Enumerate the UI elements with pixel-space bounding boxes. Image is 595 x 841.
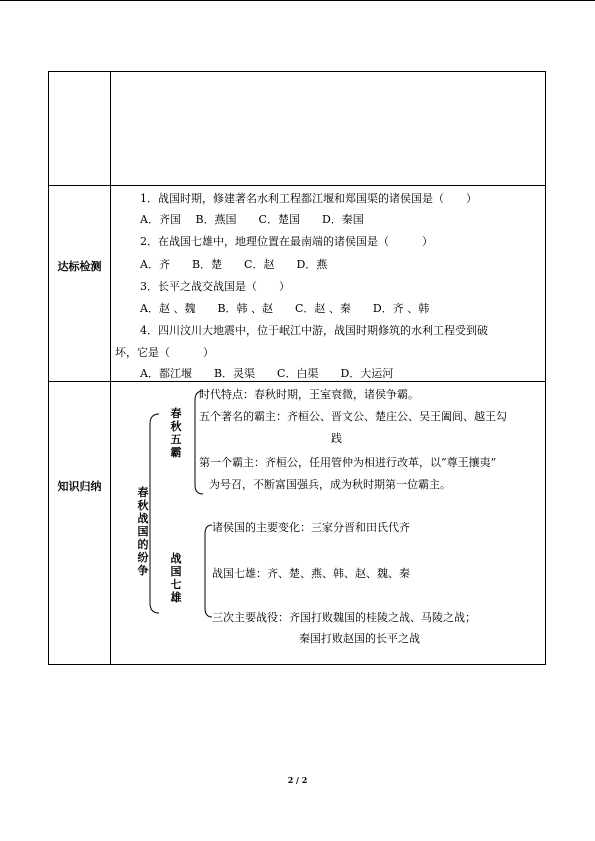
main-brace [150, 414, 159, 613]
question-3: 3．长平之战交战国是（ ） [140, 280, 290, 293]
spring-autumn-line-2: 五个著名的霸主：齐桓公、晋文公、楚庄公、吴王阖闾、越王勾 [199, 410, 507, 423]
warring-states-line-3: 三次主要战役：齐国打败魏国的桂陵之战、马陵之战； [212, 611, 476, 624]
spring-autumn-line-3-cont: 为号召，不断富国强兵，成为秋时期第一位霸主。 [209, 478, 451, 491]
question-4: 4．四川汶川大地震中，位于岷江中游，战国时期修筑的水利工程受到破 [140, 324, 488, 337]
spring-autumn-line-1: 时代特点：春秋时期，王室衰微，诸侯争霸。 [199, 388, 419, 401]
warring-states-brace [205, 525, 212, 617]
summary-section-label: 知识归纳 [57, 480, 102, 493]
test-section-label: 达标检测 [57, 260, 102, 273]
summary-main-title: 春秋战国的纷争 [137, 486, 149, 577]
lesson-table [48, 71, 546, 665]
question-1-options: A．齐国 B．燕国 C．楚国 D．秦国 [140, 213, 364, 226]
page-number: 2 / 2 [287, 775, 308, 785]
spring-autumn-line-2-cont: 践 [331, 432, 342, 445]
question-3-options: A．赵 、魏 B．韩 、赵 C．赵 、秦 D．齐 、韩 [140, 302, 430, 315]
question-1: 1．战国时期，修建著名水利工程都江堰和郑国渠的诸侯国是（ ） [140, 192, 477, 205]
spring-autumn-brace [195, 391, 203, 494]
top-rule [0, 0, 595, 1]
warring-states-line-3-cont: 秦国打败赵国的长平之战 [299, 632, 420, 645]
spring-autumn-line-3: 第一个霸主：齐桓公，任用管仲为相进行改革，以“尊王攘夷” [199, 456, 497, 469]
spring-autumn-title: 春秋五霸 [170, 407, 182, 459]
question-4-cont: 坏，它是（ ） [115, 346, 214, 359]
question-2: 2．在战国七雄中，地理位置在最南端的诸侯国是（ ） [140, 235, 433, 248]
warring-states-title: 战国七雄 [170, 552, 182, 604]
question-2-options: A．齐 B．楚 C．赵 D．燕 [140, 258, 328, 271]
warring-states-line-1: 诸侯国的主要变化：三家分晋和田氏代齐 [212, 521, 410, 534]
question-4-options: A．都江堰 B．灵渠 C．白渠 D．大运河 [140, 367, 394, 380]
warring-states-line-2: 战国七雄：齐、楚、燕、韩、赵、魏、秦 [212, 567, 410, 580]
